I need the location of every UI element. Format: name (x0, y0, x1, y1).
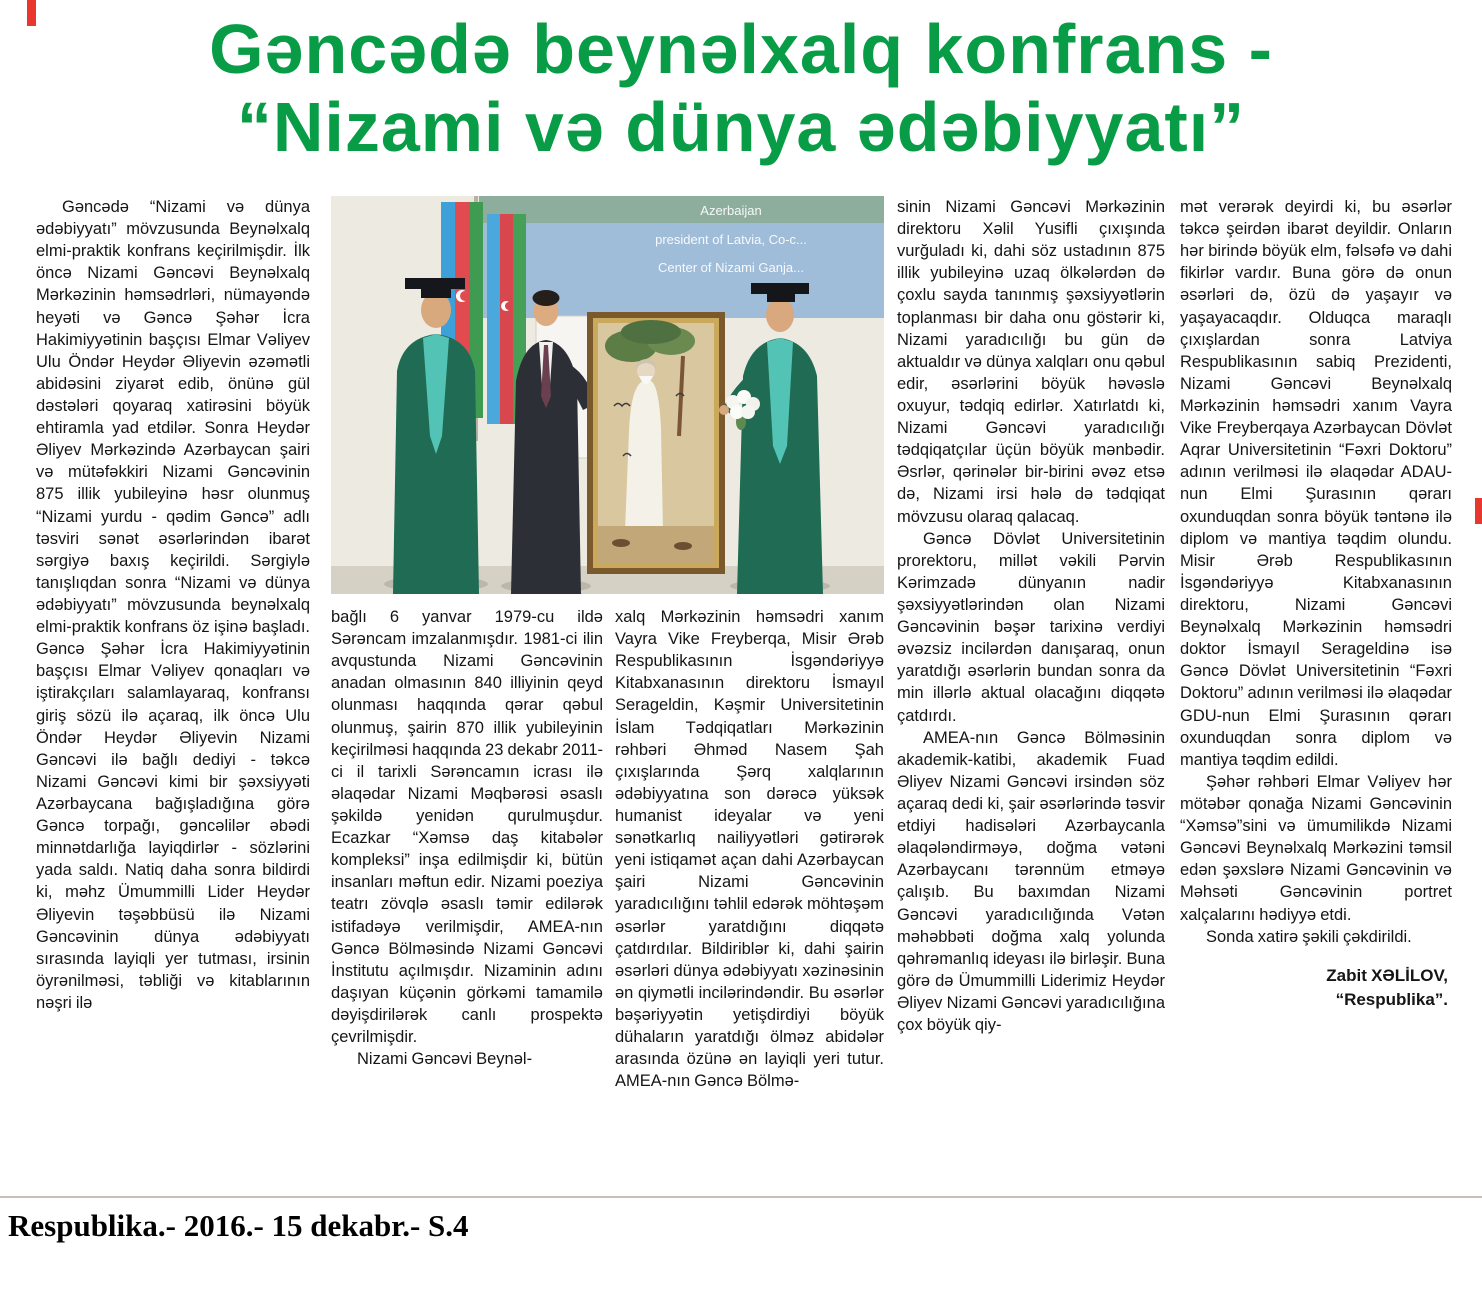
headline-line-2: “Nizami və dünya ədəbiyyatı” (236, 88, 1246, 167)
headline-line-1: Gəncədə beynəlxalq konfrans - (209, 10, 1273, 88)
paragraph: Sonda xatirə şəkili çəkdirildi. (1206, 927, 1412, 946)
banner-text-line3: Center of Nizami Ganja... (658, 260, 804, 275)
byline-author: Zabit XƏLİLOV, (1326, 965, 1448, 985)
footer-divider (0, 1196, 1482, 1198)
article-column-4 (897, 196, 1165, 1196)
banner-text-line1: Azerbaijan (700, 203, 762, 218)
scan-artifact-right-edge (1475, 498, 1482, 524)
paragraph: Nizami Gəncəvi Beynəl- (357, 1050, 533, 1069)
article-photo (331, 196, 884, 594)
paragraph: Şəhər rəhbəri Elmar Vəliyev hər mötəbər qonağa Nizami Gəncəvinin “Xəmsə”sini və ümumilikdə Nizami Gəncəvi Beynəlxalq Mərkəzini təmsil edən şəxslərə Nizami Gəncəvinin və Məhsəti Gəncəvinin portret xalçalarını hədiyyə etdi. (1180, 772, 1452, 924)
paragraph: AMEA-nın Gəncə Bölməsinin akademik-katibi, akademik Fuad Əliyev Nizami Gəncəvi irsindən söz açaraq dedi ki, şair əsərlərində təsvir etdiyi hadisələri Azərbaycanla əlaqələndirməyə, doğma vətəni Azərbaycanı tərənnüm etməyə çalışıb. Bu baxımdan Nizami Gəncəvi yaradıcılığında Vətən məhəbbəti doğma xalq yolunda qəhrəmanlıq ideyası ilə birləşir. Buna görə də Ümummilli Liderimiz Heydər Əliyev Nizami Gəncəvi yaradıcılığına çox böyük qiy- (897, 728, 1165, 1035)
nizami-artwork (587, 312, 725, 574)
banner-text-line2: president of Latvia, Co-c... (655, 232, 807, 247)
photo-illustration (331, 196, 884, 594)
article-column-3 (615, 606, 884, 1196)
citation-footer: Respublika.- 2016.- 15 dekabr.- S.4 (8, 1208, 469, 1243)
paragraph: mət verərək deyirdi ki, bu əsərlər təkcə şeirdən ibarət deyildir. Onların hər birində böyük elm, fəlsəfə və dahi fikirlər vardır. Buna görə də onun əsərləri də, özü də yaşayır və yaşayacaqdır. Olduqca maraqlı çıxışlardan sonra Latviya Respublikasının sabiq Prezidenti, Nizami Gəncəvi Beynəlxalq Mərkəzinin həmsədri xanım Vayra Vike Freyberqaya Azərbaycan Dövlət Aqrar Universitetinin “Fəxri Doktoru” adının verilməsi ilə əlaqədar ADAU-nun Elmi Şurasının qərarı oxunduqdan sonra böyük təntənə ilə diplom və mantiya təqdim olundu. Misir Ərəb Respublikasının İsgəndəriyyə Kitabxanasının direktoru, Nizami Gəncəvi Beynəlxalq Mərkəzinin həmsədri doktor İsmayıl Serageldinə isə Gəncə Dövlət Universitetinin “Fəxri Doktoru” adının verilməsi ilə əlaqədar GDU-nun Elmi Şurasının qərarı oxunduqdan sonra diplom və mantiya təqdim edildi. (1180, 198, 1452, 769)
article-column-2 (331, 606, 603, 1196)
article-column-5 (1180, 196, 1452, 1196)
paragraph: xalq Mərkəzinin həmsədri xanım Vayra Vike Freyberqa, Misir Ərəb Respublikasının İsgəndəriyyə Kitabxanasının direktoru İsmayıl Serageldin, Kəşmir Universitetinin İslam Tədqiqatları Mərkəzinin rəhbəri Əhməd Nasem Şah çıxışlarında Şərq xalqlarının ədəbiyyatına son dərəcə yüksək humanist ideyalar və yeni sənətkarlıq nailiyyətləri gətirərək yeni istiqamət açan dahi Azərbaycan şairi Nizami Gəncəvinin yaradıcılığını təhlil edərək möhtəşəm əsərlər yaratdığını diqqətə çatdırdılar. Bildiriblər ki, dahi şairin əsərləri dünya ədəbiyyatı xəzinəsinin ən qiymətli incilərindəndir. Bu əsərlər bəşəriyyətin yetişdirdiyi böyük dühaların yaratdığı ölməz abidələr arasında özünə ən layiqli yeri tutur. AMEA-nın Gəncə Bölmə- (615, 608, 884, 1091)
article-headline (0, 10, 1482, 167)
paragraph: sinin Nizami Gəncəvi Mərkəzinin direktoru Xəlil Yusifli çıxışında vurğuladı ki, dahi söz ustadının 875 illik yubileyinə uzaq ölkələrdən də çoxlu sayda tanınmış şəxsiyyətlərin toplanması bir daha onu göstərir ki, Nizami yaradıcılığı bu gün də aktualdır və dünya xalqları onu qəbul edir, əsərlərini böyük həvəslə oxuyur, tədqiq edirlər. Xatırlatdı ki, Nizami Gəncəvi yaradıcılığı tədqiqatçılar üçün böyük mənbədir. Əsrlər, qərinələr bir-birini əvəz etsə də, Nizami irsi hələ də tədqiqat mövzusu olaraq qalacaq. (897, 198, 1165, 526)
paragraph: bağlı 6 yanvar 1979-cu ildə Sərəncam imzalanmışdır. 1981-ci ilin avqustunda Nizami Gəncəvinin anadan olmasının 840 illiyinin qeyd olunması haqqında qərar qəbul olunmuş, şairin 870 illik yubileyinin keçirilməsi haqqında 23 dekabr 2011-ci il tarixli Sərəncamın icrası ilə əlaqədar Nizami Məqbərəsi əsaslı şəkildə yenidən qurulmuşdur. Ecazkar “Xəmsə daş kitabələr kompleksi” inşa edilmişdir ki, bütün insanları məftun edir. Nizami poeziya teatrı zövqlə əsaslı təmir edilərək istifadəyə verilmişdir, AMEA-nın Gəncə Bölməsində Nizami Gəncəvi İnstitutu açılmışdır. Nizaminin adını daşıyan küçənin görkəmi tamamilə dəyişdirilərək canlı prospektə çevrilmişdir. (331, 608, 603, 1047)
paragraph: Gəncədə “Nizami və dünya ədəbiyyatı” mövzusunda Beynəlxalq elmi-praktik konfrans keçirilmişdir. İlk öncə Nizami Gəncəvi Beynəlxalq Mərkəzinin həmsədrləri, nümayəndə heyəti və Gəncə Şəhər İcra Hakimiyyətinin başçısı Elmar Vəliyev Ulu Öndər Heydər Əliyevin əzəmətli abidəsini ziyarət edib, önünə gül dəstələri qoyaraq xatirəsini böyük ehtiramla yad etdilər. Sonra Heydər Əliyev Mərkəzində Azərbaycan şairi və mütəfəkkiri Nizami Gəncəvinin 875 illik yubileyinə həsr olunmuş “Nizami yurdu - qədim Gəncə” adlı təsviri sənət əsərlərindən ibarət sərgiyə baxış keçirildi. Sərgiylə tanışlıqdan sonra “Nizami və dünya ədəbiyyatı” mövzusunda beynəlxalq elmi-praktik konfrans öz işinə başladı. Gəncə Şəhər İcra Hakimiyyətinin başçısı Elmar Vəliyev qonaqları və iştirakçıları salamlayaraq, konfransı giriş sözü ilə açaraq, ilk öncə Ulu Öndər Heydər Əliyevin Nizami Gəncəvi ilə bağlı dediyi - təkcə Nizami Gəncəvi kimi bir şəxsiyyəti Azərbaycana bağışladığına görə Gəncə torpağı, gəncəlilər əbədi minnətdarlığa layiqdirlər - sözlərini yada saldı. Natiq daha sonra bildirdi ki, məhz Ümummilli Lider Heydər Əliyevin təşəbbüsü ilə Nizami Gəncəvinin dünya ədəbiyyatı sırasında layiqli yer tutması, irsinin öyrənilməsi, təbliği və kitablarının nəşri ilə (36, 198, 310, 1012)
article-column-1 (36, 196, 310, 1196)
byline-source: “Respublika”. (1335, 989, 1448, 1009)
paragraph: Gəncə Dövlət Universitetinin prorektoru, millət vəkili Pərvin Kərimzadə dünyanın nadir şəxsiyyətlərindən olan Nizami Gəncəvinin bəşər tarixinə verdiyi əvəzsiz incilərdən danışaraq, onun yaratdığı əsərlərin bundan sonra da min illərlə aktual olacağını diqqətə çatdırdı. (897, 529, 1165, 725)
article-byline (1180, 964, 1452, 1012)
